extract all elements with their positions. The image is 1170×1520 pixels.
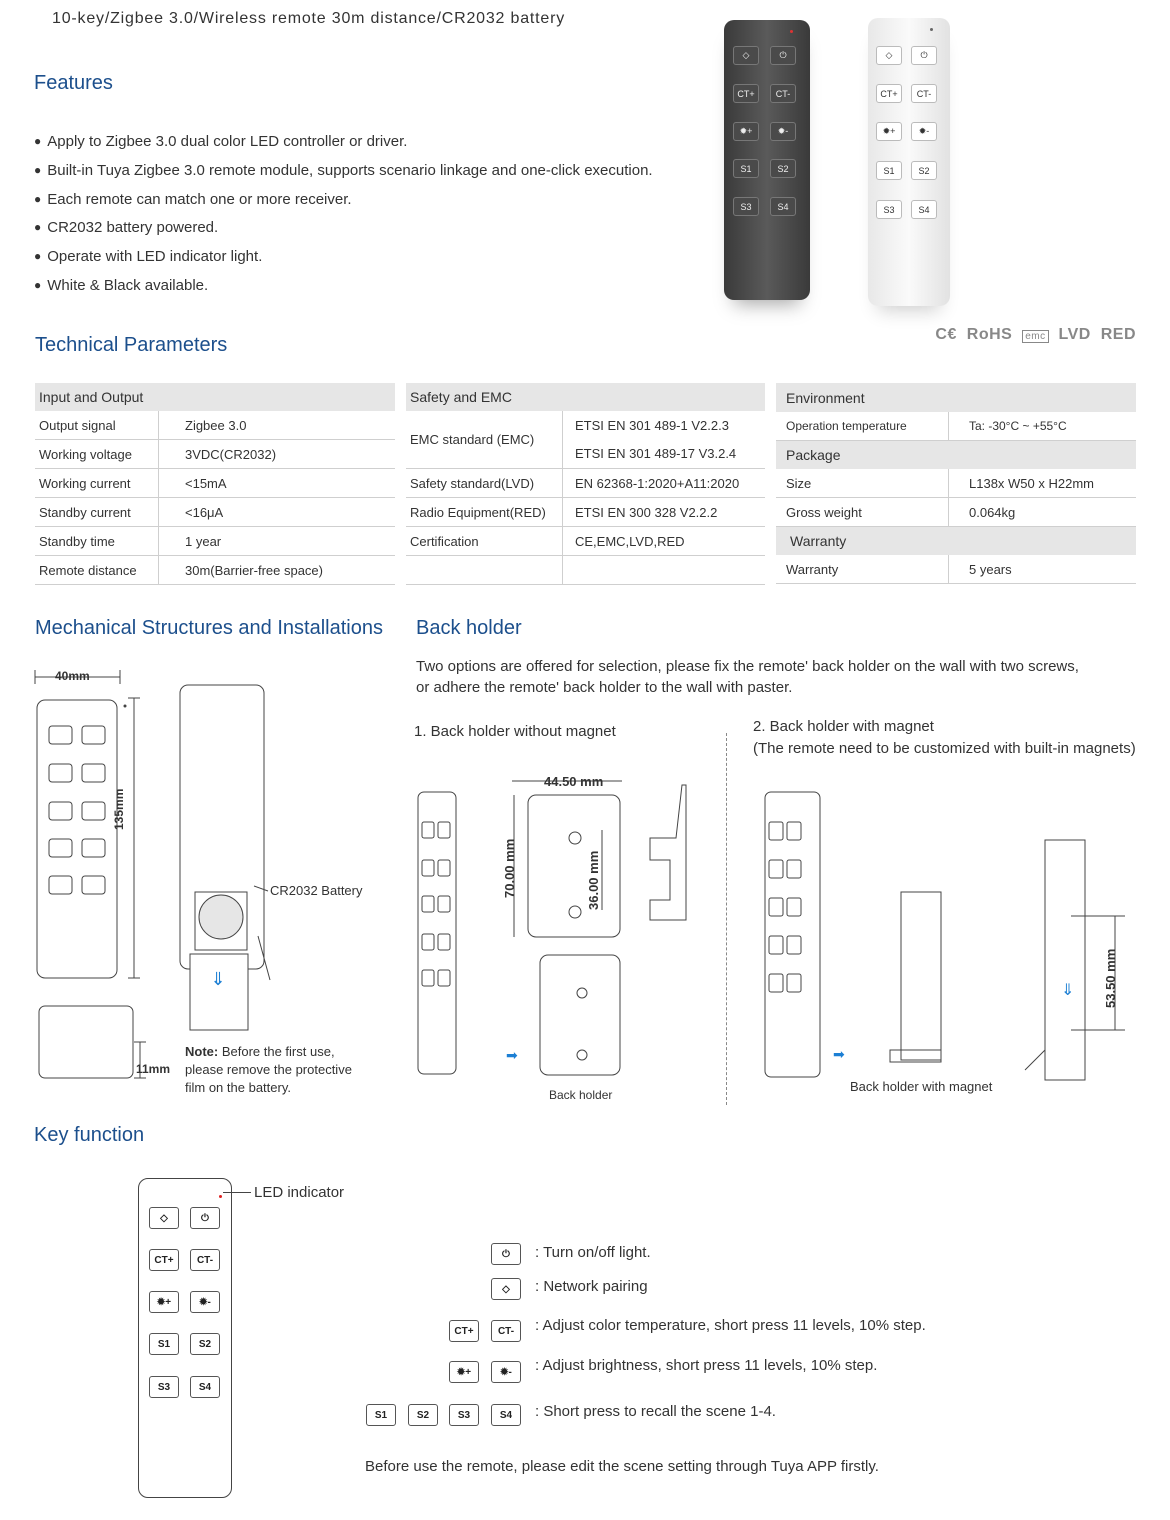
led-indicator-icon — [790, 30, 793, 33]
mech-heading: Mechanical Structures and Installations — [35, 617, 383, 639]
io-label: Output signal — [35, 411, 159, 440]
ct-plus-key: CT+ — [876, 84, 902, 103]
remote-outline — [138, 1178, 232, 1498]
feature-item: ● Operate with LED indicator light. — [34, 243, 653, 272]
feature-item: ● Built-in Tuya Zigbee 3.0 remote module, supports scenario linkage and one-click execution. — [34, 157, 653, 186]
table-row — [776, 469, 1136, 498]
io-value: 3VDC(CR2032) — [159, 440, 396, 469]
footnote: Before use the remote, please edit the scene setting through Tuya APP firstly. — [365, 1458, 879, 1475]
battery-label: CR2032 Battery — [270, 883, 363, 898]
power-icon: ⏻ — [911, 46, 937, 65]
table-row — [406, 469, 765, 498]
led-indicator-label: LED indicator — [254, 1184, 345, 1201]
s1-key: S1 — [876, 161, 902, 180]
led-dot-icon — [124, 705, 127, 708]
io-label: Remote distance — [35, 556, 159, 585]
s2-key: S2 — [190, 1333, 220, 1355]
option-2-note: (The remote need to be customized with built-in magnets) — [753, 740, 1136, 757]
table-row — [776, 412, 1136, 441]
s1-key: S1 — [366, 1404, 396, 1426]
safety-value: CE,EMC,LVD,RED — [563, 527, 766, 556]
env-label: Warranty — [776, 555, 949, 584]
env-label: Gross weight — [776, 498, 949, 527]
features-heading: Features — [34, 72, 113, 94]
emc-value: ETSI EN 301 489-1 V2.2.3 — [575, 417, 729, 433]
s4-key: S4 — [491, 1404, 521, 1426]
table-row — [776, 498, 1136, 527]
env-value: 0.064kg — [949, 498, 1137, 527]
safety-table — [406, 383, 765, 585]
table-row — [35, 469, 395, 498]
ct-description: : Adjust color temperature, short press 11 levels, 10% step. — [535, 1317, 926, 1334]
s4-key: S4 — [911, 200, 937, 219]
io-value: 30m(Barrier-free space) — [159, 556, 396, 585]
width-dimension: 40mm — [55, 669, 90, 683]
safety-value: EN 62368-1:2020+A11:2020 — [563, 469, 766, 498]
io-value: <15mA — [159, 469, 396, 498]
s3-key: S3 — [876, 200, 902, 219]
io-value: Zigbee 3.0 — [159, 411, 396, 440]
magnet-dimension: 53.50 mm — [1103, 948, 1118, 1008]
package-title: Package — [776, 441, 1136, 470]
pair-icon: ◇ — [149, 1207, 179, 1229]
pair-icon: ◇ — [876, 46, 902, 65]
brightness-plus-key: ✹+ — [733, 122, 759, 141]
led-dot-icon — [930, 28, 933, 31]
height-dimension: 135mm — [112, 788, 126, 830]
brightness-plus-key: ✹+ — [449, 1361, 479, 1383]
back-holder-caption: Back holder — [549, 1088, 613, 1102]
feature-item: ● Apply to Zigbee 3.0 dual color LED controller or driver. — [34, 128, 653, 157]
red-mark: RED — [1100, 326, 1136, 343]
back-holder-heading: Back holder — [416, 617, 522, 639]
table-row — [406, 498, 765, 527]
holder-width-dimension: 44.50 mm — [544, 774, 604, 789]
env-value: 5 years — [949, 555, 1137, 584]
features-list — [34, 128, 653, 301]
env-value: Ta: -30°C ~ +55°C — [949, 412, 1137, 441]
safety-value: ETSI EN 300 328 V2.2.2 — [563, 498, 766, 527]
magnet-holder-drawing — [755, 780, 1135, 1090]
table-row — [406, 556, 765, 585]
led-indicator-icon — [219, 1195, 222, 1198]
ct-plus-key: CT+ — [733, 84, 759, 103]
depth-dimension: 11mm — [136, 1062, 171, 1076]
led-pointer-line — [223, 1192, 251, 1193]
pair-icon: ◇ — [733, 46, 759, 65]
s2-key: S2 — [408, 1404, 438, 1426]
back-holder-description — [416, 656, 1079, 698]
page-subtitle: 10-key/Zigbee 3.0/Wireless remote 30m distance/CR2032 battery — [52, 10, 566, 27]
holder-height-dimension: 70.00 mm — [502, 838, 517, 898]
pair-description: : Network pairing — [535, 1278, 648, 1295]
environment-table — [776, 383, 1136, 584]
table-row — [406, 527, 765, 556]
io-table — [35, 383, 395, 585]
option-2-title: 2. Back holder with magnet — [753, 718, 934, 735]
brightness-minus-key: ✹- — [190, 1291, 220, 1313]
table-row — [35, 498, 395, 527]
safety-table-title: Safety and EMC — [406, 383, 765, 411]
tech-heading: Technical Parameters — [35, 334, 228, 356]
io-label: Standby current — [35, 498, 159, 527]
env-table-title: Environment — [776, 383, 1136, 412]
feature-item: ● Each remote can match one or more receiver. — [34, 186, 653, 215]
ce-mark: C€ — [935, 326, 957, 343]
certification-marks — [935, 326, 1136, 344]
pair-icon: ◇ — [491, 1278, 521, 1300]
s3-key: S3 — [149, 1376, 179, 1398]
description-line: Two options are offered for selection, please fix the remote' back holder on the wall with two screws, — [416, 658, 1079, 675]
s3-key: S3 — [733, 197, 759, 216]
io-value: <16μA — [159, 498, 396, 527]
note-label: Note: — [185, 1044, 219, 1059]
power-icon: ⏻ — [190, 1207, 220, 1229]
ct-minus-key: CT- — [491, 1320, 521, 1342]
s2-key: S2 — [770, 159, 796, 178]
io-label: Working current — [35, 469, 159, 498]
power-icon: ⏻ — [770, 46, 796, 65]
io-value: 1 year — [159, 527, 396, 556]
feature-item: ● White & Black available. — [34, 272, 653, 301]
emc-label: EMC standard (EMC) — [406, 411, 563, 469]
brightness-plus-key: ✹+ — [149, 1291, 179, 1313]
holder-hole-dimension: 36.00 mm — [586, 850, 601, 910]
table-row — [406, 411, 765, 439]
io-table-title: Input and Output — [35, 383, 395, 411]
safety-label: Certification — [406, 527, 563, 556]
emc-mark: emc — [1022, 330, 1048, 343]
ct-plus-key: CT+ — [449, 1320, 479, 1342]
scene-description: : Short press to recall the scene 1-4. — [535, 1403, 776, 1420]
rohs-mark: RoHS — [966, 326, 1013, 343]
s2-key: S2 — [911, 161, 937, 180]
ct-minus-key: CT- — [911, 84, 937, 103]
arrow-right-icon: ➡ — [506, 1047, 518, 1063]
magnet-holder-caption: Back holder with magnet — [850, 1079, 993, 1094]
battery-note — [185, 1043, 375, 1097]
power-icon: ⏻ — [491, 1243, 521, 1265]
brightness-minus-key: ✹- — [770, 122, 796, 141]
safety-label: Radio Equipment(RED) — [406, 498, 563, 527]
ct-minus-key: CT- — [190, 1249, 220, 1271]
key-function-heading: Key function — [34, 1124, 145, 1146]
arrow-down-icon: ⇓ — [210, 969, 226, 989]
note-text: Before the first use, please remove the protective film on the battery. — [185, 1044, 352, 1095]
ct-minus-key: CT- — [770, 84, 796, 103]
s1-key: S1 — [733, 159, 759, 178]
feature-item: ● CR2032 battery powered. — [34, 214, 653, 243]
table-row — [35, 527, 395, 556]
brightness-plus-key: ✹+ — [876, 122, 902, 141]
option-1-title: 1. Back holder without magnet — [414, 723, 616, 740]
env-label: Size — [776, 469, 949, 498]
safety-label: Safety standard(LVD) — [406, 469, 563, 498]
black-remote-photo — [724, 20, 810, 300]
env-value: L138x W50 x H22mm — [949, 469, 1137, 498]
io-label: Standby time — [35, 527, 159, 556]
power-description: : Turn on/off light. — [535, 1244, 651, 1261]
lvd-mark: LVD — [1058, 326, 1091, 343]
env-label: Operation temperature — [776, 412, 949, 441]
description-line: or adhere the remote' back holder to the wall with paster. — [416, 679, 793, 696]
emc-value: ETSI EN 301 489-17 V3.2.4 — [563, 439, 766, 468]
table-row — [35, 556, 395, 585]
brightness-minus-key: ✹- — [491, 1361, 521, 1383]
s4-key: S4 — [770, 197, 796, 216]
table-row — [776, 555, 1136, 584]
back-holder-drawing — [410, 770, 730, 1105]
warranty-title: Warranty — [776, 527, 1136, 556]
arrow-right-icon: ➡ — [833, 1046, 845, 1062]
ct-plus-key: CT+ — [149, 1249, 179, 1271]
brightness-minus-key: ✹- — [911, 122, 937, 141]
table-row — [35, 411, 395, 440]
arrow-down-icon: ⇓ — [1061, 982, 1075, 999]
white-remote-photo — [868, 18, 950, 306]
table-row — [35, 440, 395, 469]
s3-key: S3 — [449, 1404, 479, 1426]
s4-key: S4 — [190, 1376, 220, 1398]
s1-key: S1 — [149, 1333, 179, 1355]
brightness-description: : Adjust brightness, short press 11 levels, 10% step. — [535, 1357, 878, 1374]
io-label: Working voltage — [35, 440, 159, 469]
